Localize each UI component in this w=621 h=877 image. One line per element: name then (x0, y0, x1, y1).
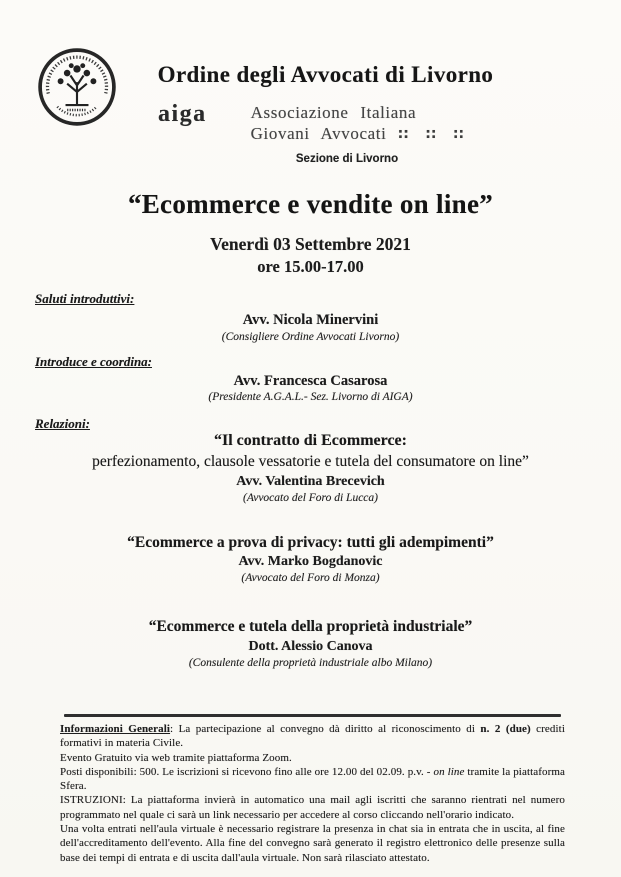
association-line2: Giovani Avvocati ∷ ∷ ∷ (250, 124, 467, 144)
talk-title-line2: perfezionamento, clausole vessatorie e tutela del consumatore on line” (92, 453, 529, 470)
divider-line (64, 714, 561, 717)
association-name (251, 102, 467, 145)
footer-attendance-line: Una volta entrati nell'aula virtuale è necessario registrare la presenza in chat sia in entrata che in uscita, al fine dell'accreditamento dell'evento. Alla fine del convegno sarà generato il registro elettronico delle presenze sulla base dei tempi di entrata e di uscita dall'aula virtuale. Non sarà rilasciato attestato. (60, 823, 565, 864)
section-label-moderator: Introduce e coordina: (35, 354, 152, 369)
event-date: Venerdì 03 Settembre 2021 (210, 234, 411, 254)
talk-speaker-role: (Consulente della proprietà industriale albo Milano) (188, 657, 433, 669)
event-time: ore 15.00-17.00 (257, 257, 364, 276)
speaker-role: (Presidente A.G.A.L.- Sez. Livorno di AIGA) (208, 391, 413, 403)
section-label-talks: Relazioni: (35, 416, 90, 431)
aiga-wordmark: aiga (158, 101, 207, 127)
talk-title: “Il contratto di Ecommerce: (214, 432, 407, 449)
talk-speaker-role: (Avvocato del Foro di Lucca) (243, 492, 378, 504)
section-of-livorno-label: Sezione di Livorno (295, 153, 399, 165)
general-info-footer (60, 722, 565, 865)
speaker-name: Avv. Nicola Minervini (242, 312, 379, 328)
speaker-name: Avv. Francesca Casarosa (233, 373, 388, 389)
talk-speaker: Dott. Alessio Canova (248, 639, 373, 654)
talk-speaker-role: (Avvocato del Foro di Monza) (241, 572, 380, 584)
speaker-role: (Consigliere Ordine Avvocati Livorno) (221, 331, 400, 343)
talk-speaker: Avv. Valentina Brecevich (236, 474, 385, 489)
aiga-block (158, 102, 466, 145)
footer-registration-line: Posti disponibili: 500. Le iscrizioni si ricevono fino alle ore 12.00 del 02.09. p.v. - on line tramite la piattaforma Sfera. (60, 765, 566, 793)
bar-association-seal-icon (36, 46, 118, 128)
footer-platform-line: Evento Gratuito via web tramite piattaforma Zoom. (60, 751, 292, 764)
footer-info-label: Informazioni Generali (60, 723, 171, 735)
talk-speaker: Avv. Marko Bogdanovic (238, 554, 383, 569)
talk-title: “Ecommerce e tutela della proprietà industriale” (148, 618, 473, 635)
section-label-greetings: Saluti introduttivi: (35, 291, 135, 306)
aiga-dots-mark: ∷ ∷ ∷ (398, 127, 467, 144)
event-title: “Ecommerce e vendite on line” (127, 189, 494, 219)
association-line1: Associazione Italiana (250, 103, 417, 122)
footer-instructions-line: ISTRUZIONI: La piattaforma invierà in automatico una mail agli iscritti che saranno rientrati nel numero programmato nel quale ci sarà un link necessario per accedere al corso cliccando nell'orario indicato. (60, 794, 565, 821)
talk-title: “Ecommerce a prova di privacy: tutti gli adempimenti” (127, 534, 494, 551)
org-title: Ordine degli Avvocati di Livorno (157, 62, 494, 87)
footer-info-line: Informazioni Generali: La partecipazione al convegno dà diritto al riconoscimento di n. 2 (due) crediti formativi in materia Civile. (60, 723, 565, 750)
